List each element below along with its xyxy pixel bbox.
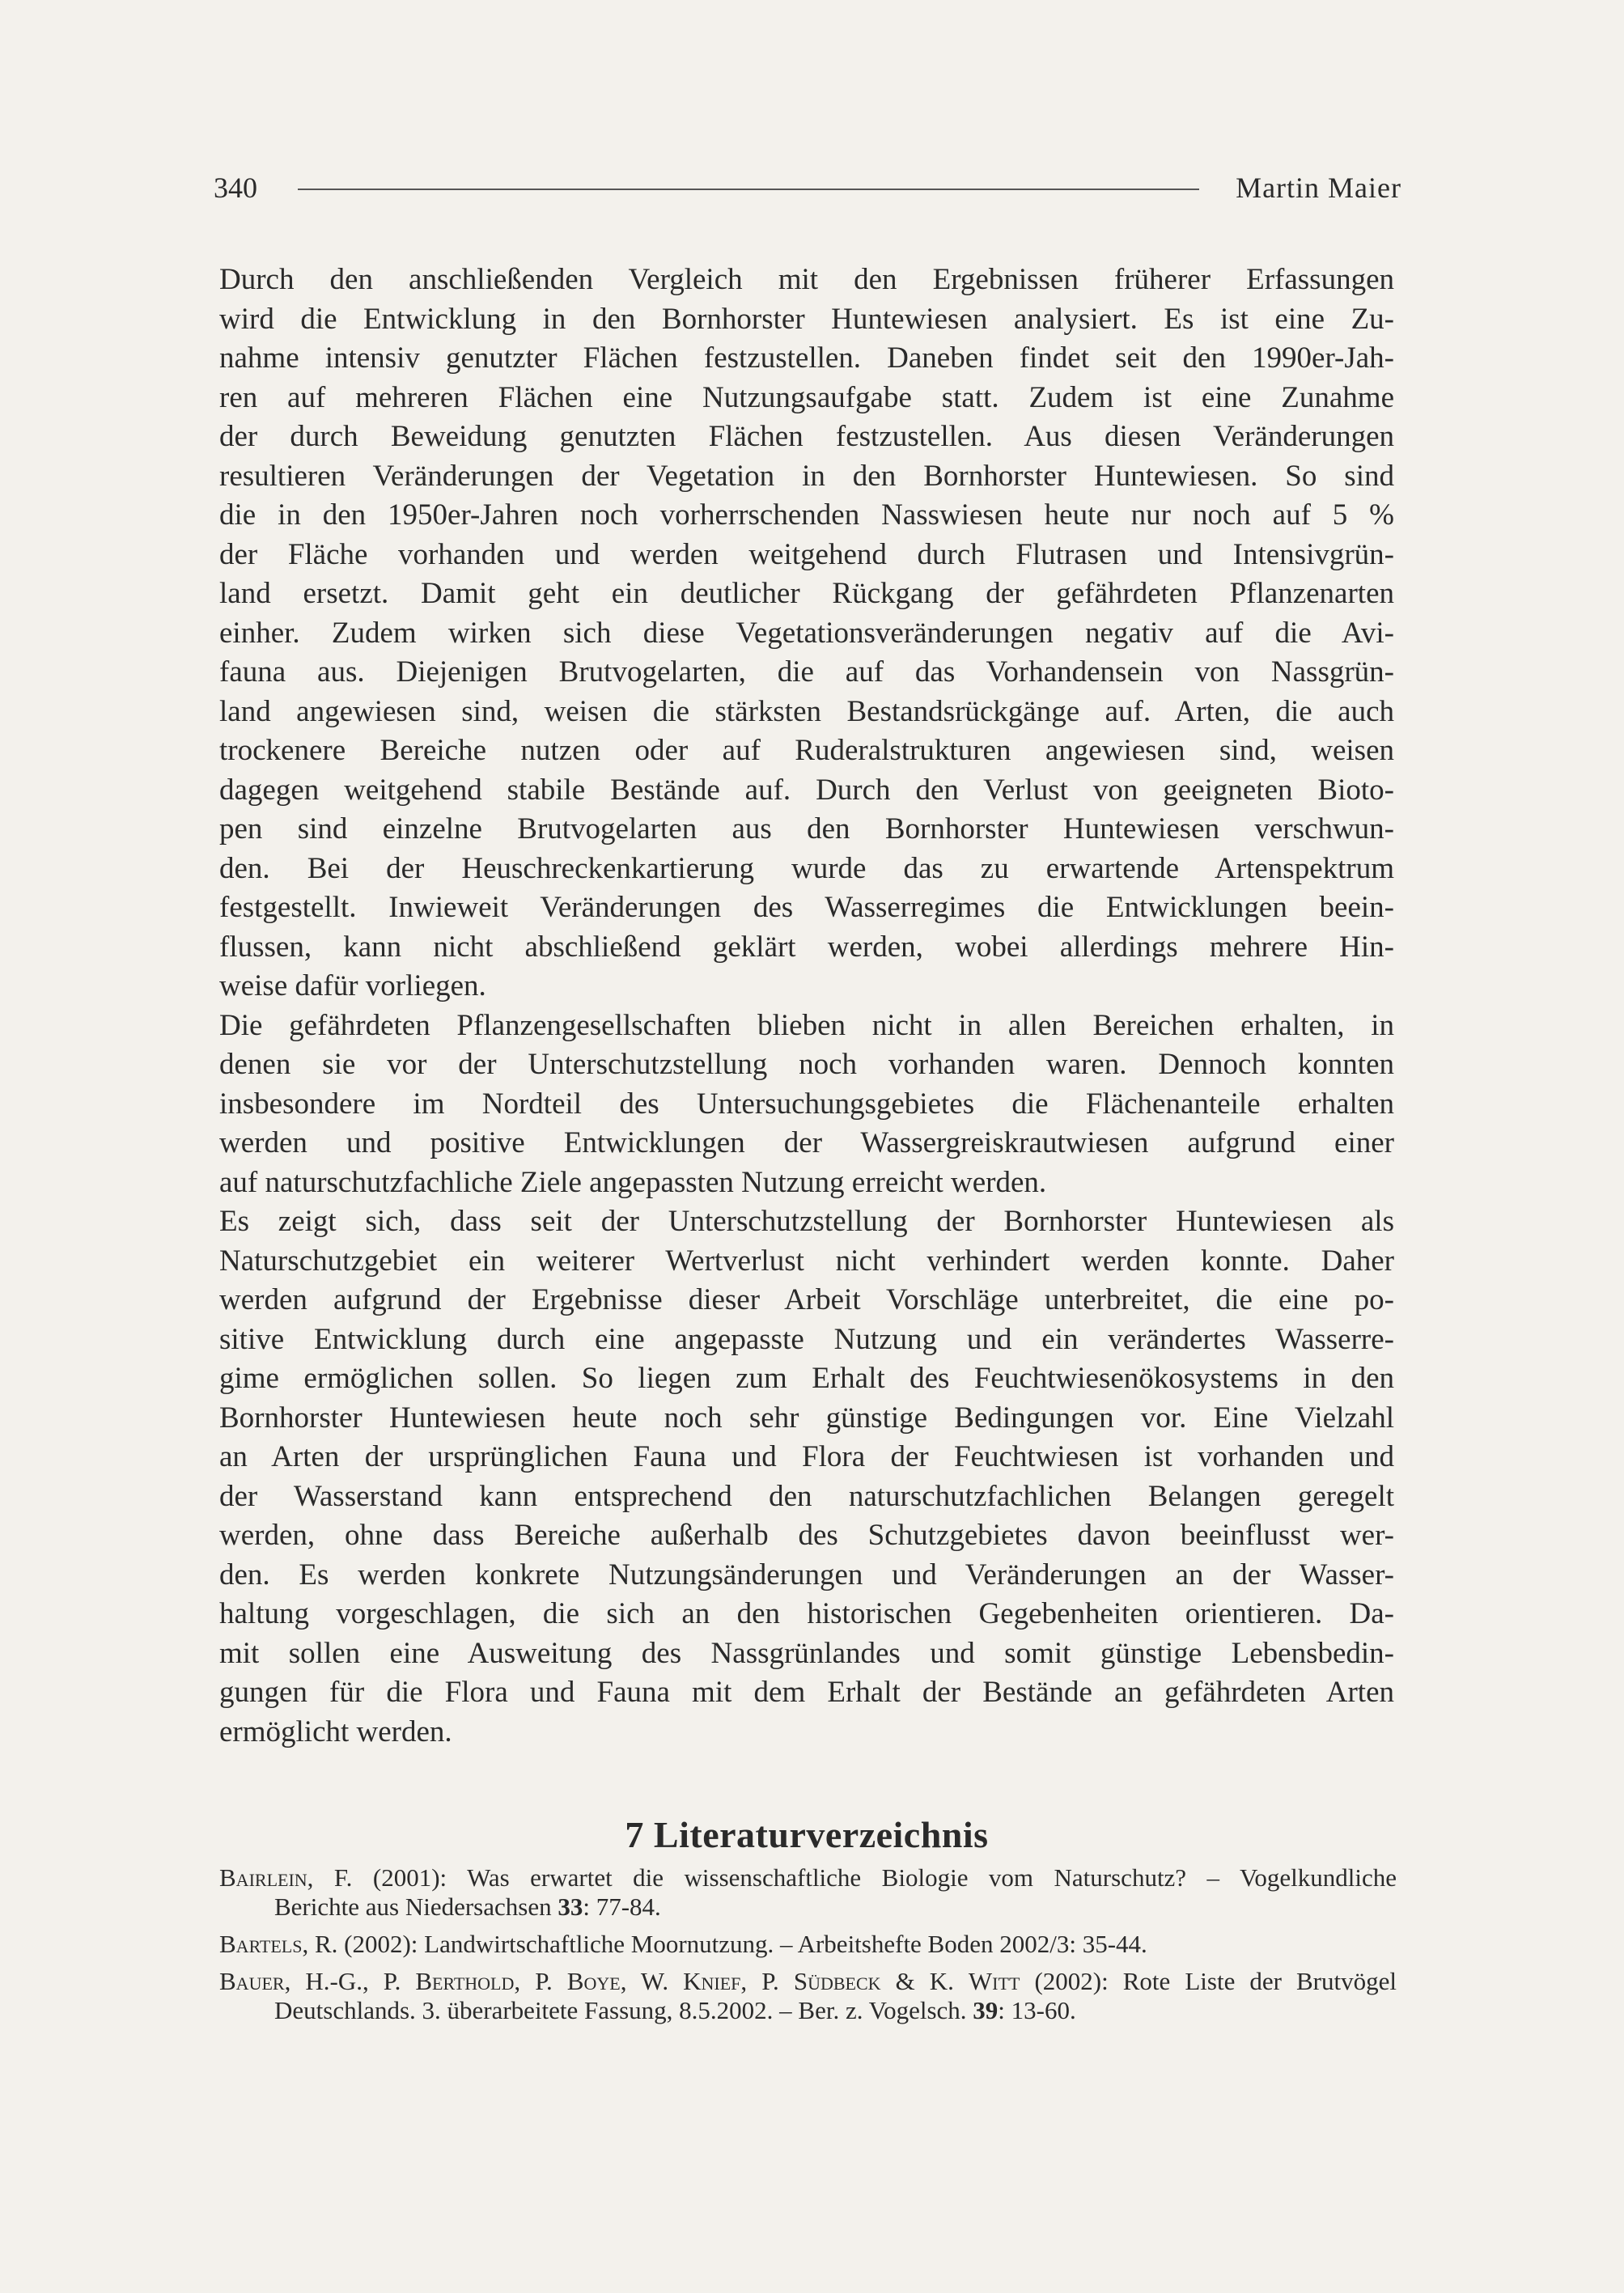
reference-line <box>219 1996 1397 2025</box>
text-line: land ersetzt. Damit geht ein deutlicher Rückgang der gefährdeten Pflanzenarten <box>219 577 1394 610</box>
text-line: wird die Entwicklung in den Bornhorster Huntewiesen analysiert. Es ist eine Zu- <box>219 302 1394 336</box>
running-author: Martin Maier <box>1236 172 1401 204</box>
reference-author: Knief <box>683 1967 741 1995</box>
reference-text: , P. <box>514 1967 567 1995</box>
reference-line <box>219 1967 1397 1996</box>
reference-author: Südbeck <box>793 1967 881 1995</box>
text-line: werden aufgrund der Ergebnisse dieser Arbeit Vorschläge unterbreitet, die eine po- <box>219 1283 1394 1316</box>
reference-text: & K. <box>880 1967 969 1995</box>
reference-author: Witt <box>968 1967 1020 1995</box>
text-line: sitive Entwicklung durch eine angepasste Nutzung und ein verändertes Wasserre- <box>219 1322 1394 1356</box>
reference-text: Deutschlands. 3. überarbeitete Fassung, 8.5.2002. – Ber. z. Vogelsch. <box>274 1996 973 2024</box>
reference-volume: 33 <box>558 1892 583 1921</box>
text-line: denen sie vor der Unterschutzstellung noch vorhanden waren. Dennoch konnten <box>219 1048 1394 1081</box>
text-line: werden und positive Entwicklungen der Wassergreiskrautwiesen aufgrund einer <box>219 1126 1394 1159</box>
text-line: insbesondere im Nordteil des Untersuchungsgebietes die Flächenanteile erhalten <box>219 1087 1394 1121</box>
text-line: mit sollen eine Ausweitung des Nassgrünlandes und somit günstige Lebensbedin- <box>219 1636 1394 1670</box>
running-header <box>214 166 1401 210</box>
reference-text: , R. (2002): Landwirtschaftliche Moornutzung. – Arbeitshefte Boden 2002/3: 35-44. <box>302 1930 1147 1958</box>
text-line: gungen für die Flora und Fauna mit dem Erhalt der Bestände an gefährdeten Arten <box>219 1676 1394 1709</box>
text-line: einher. Zudem wirken sich diese Vegetationsveränderungen negativ auf die Avi- <box>219 616 1394 650</box>
text-line: werden, ohne dass Bereiche außerhalb des Schutzgebietes davon beeinflusst wer- <box>219 1519 1394 1552</box>
text-line: an Arten der ursprünglichen Fauna und Flora der Feuchtwiesen ist vorhanden und <box>219 1440 1394 1473</box>
reference-line <box>219 1863 1397 1892</box>
body-paragraph <box>219 261 1394 1007</box>
text-line: weise dafür vorliegen. <box>219 969 486 1002</box>
text-line: der Fläche vorhanden und werden weitgehend durch Flutrasen und Intensivgrün- <box>219 537 1394 571</box>
text-line: ermöglicht werden. <box>219 1714 452 1748</box>
page-number: 340 <box>214 172 257 204</box>
text-line: dagegen weitgehend stabile Bestände auf. Durch den Verlust von geeigneten Bioto- <box>219 773 1394 807</box>
reference-text: , P. <box>740 1967 794 1995</box>
reference-line <box>219 1930 1397 1959</box>
reference-text: , F. (2001): Was erwartet die wissenschaftliche Biologie vom Naturschutz? – Vogelkundliche <box>307 1863 1397 1892</box>
text-line: der Wasserstand kann entsprechend den naturschutzfachlichen Belangen geregelt <box>219 1479 1394 1513</box>
text-line: auf naturschutzfachliche Ziele angepassten Nutzung erreicht werden. <box>219 1165 1047 1199</box>
reference-text: : 13-60. <box>998 1996 1076 2024</box>
body-paragraph <box>219 1007 1394 1203</box>
text-line: nahme intensiv genutzter Flächen festzustellen. Daneben findet seit den 1990er-Jah- <box>219 341 1394 375</box>
text-line: festgestellt. Inwieweit Veränderungen des Wasserregimes die Entwicklungen beein- <box>219 891 1394 924</box>
text-line: trockenere Bereiche nutzen oder auf Ruderalstrukturen angewiesen sind, weisen <box>219 734 1394 767</box>
text-line: Die gefährdeten Pflanzengesellschaften blieben nicht in allen Bereichen erhalten, in <box>219 1008 1394 1042</box>
text-line: den. Es werden konkrete Nutzungsänderungen und Veränderungen an der Wasser- <box>219 1558 1394 1592</box>
text-line: Naturschutzgebiet ein weiterer Wertverlust nicht verhindert werden konnte. Daher <box>219 1244 1394 1278</box>
text-line: die in den 1950er-Jahren noch vorherrschenden Nasswiesen heute nur noch auf 5 % <box>219 498 1394 532</box>
text-line: Durch den anschließenden Vergleich mit den Ergebnissen früherer Erfassungen <box>219 263 1394 296</box>
body-paragraph <box>219 1202 1394 1752</box>
reference-text: , W. <box>620 1967 684 1995</box>
text-line: gime ermöglichen sollen. So liegen zum Erhalt des Feuchtwiesenökosystems in den <box>219 1362 1394 1395</box>
text-line: der durch Beweidung genutzten Flächen festzustellen. Aus diesen Veränderungen <box>219 420 1394 453</box>
text-line: ren auf mehreren Flächen eine Nutzungsaufgabe statt. Zudem ist eine Zunahme <box>219 380 1394 414</box>
text-line: pen sind einzelne Brutvogelarten aus den Bornhorster Huntewiesen verschwun- <box>219 812 1394 846</box>
text-line: Bornhorster Huntewiesen heute noch sehr günstige Bedingungen vor. Eine Vielzahl <box>219 1401 1394 1435</box>
reference-item <box>219 1967 1397 2025</box>
text-line: fauna aus. Diejenigen Brutvogelarten, die auf das Vorhandensein von Nassgrün- <box>219 655 1394 689</box>
text-line: Es zeigt sich, dass seit der Unterschutzstellung der Bornhorster Huntewiesen als <box>219 1205 1394 1238</box>
text-line: flussen, kann nicht abschließend geklärt werden, wobei allerdings mehrere Hin- <box>219 930 1394 964</box>
reference-list <box>219 1863 1397 2025</box>
reference-item <box>219 1930 1397 1959</box>
text-line: haltung vorgeschlagen, die sich an den historischen Gegebenheiten orientieren. Da- <box>219 1597 1394 1630</box>
reference-text: Berichte aus Niedersachsen <box>274 1892 558 1921</box>
body-text <box>219 261 1394 1752</box>
reference-volume: 39 <box>973 1996 999 2024</box>
reference-author: Bartels <box>219 1930 303 1958</box>
reference-author: Berthold <box>415 1967 515 1995</box>
section-heading: 7 Literaturverzeichnis <box>625 1814 989 1856</box>
reference-item <box>219 1863 1397 1922</box>
text-line: land angewiesen sind, weisen die stärksten Bestandsrückgänge auf. Arten, die auch <box>219 694 1394 728</box>
reference-text: : 77-84. <box>583 1892 661 1921</box>
reference-author: Boye <box>566 1967 621 1995</box>
header-rule <box>298 189 1199 190</box>
reference-text: , H.-G., P. <box>284 1967 416 1995</box>
reference-author: Bauer <box>219 1967 285 1995</box>
text-line: den. Bei der Heuschreckenkartierung wurde das zu erwartende Artenspektrum <box>219 851 1394 885</box>
reference-author: Bairlein <box>219 1863 307 1892</box>
reference-text: (2002): Rote Liste der Brutvögel <box>1020 1967 1397 1995</box>
reference-line <box>219 1892 1397 1922</box>
text-line: resultieren Veränderungen der Vegetation in den Bornhorster Huntewiesen. So sind <box>219 459 1394 493</box>
